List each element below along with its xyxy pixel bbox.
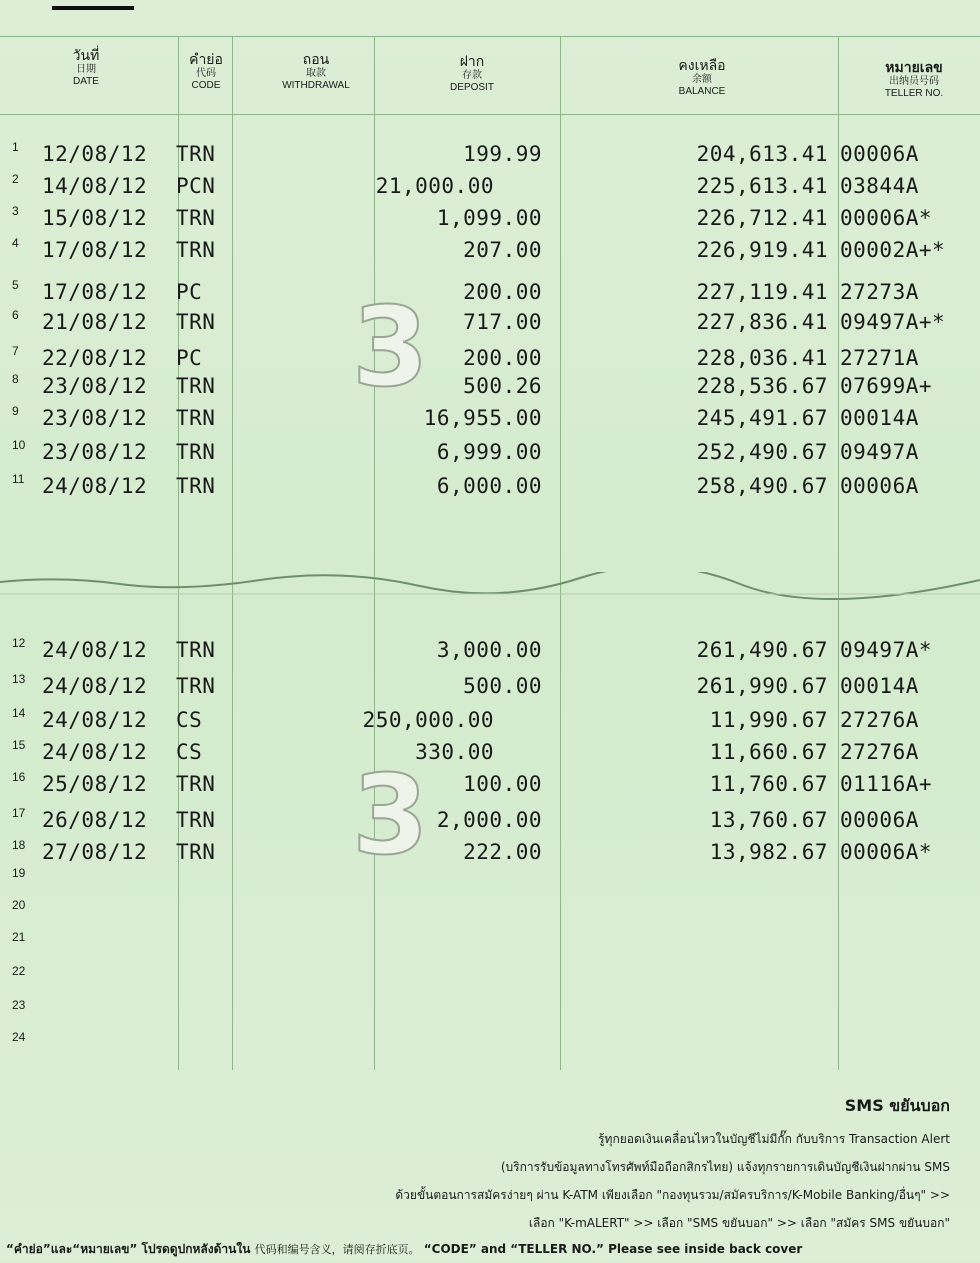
sms-title: SMS ขยันบอก [844, 1096, 950, 1115]
row-date: 27/08/12 [42, 840, 148, 864]
row-balance: 228,036.41 [696, 346, 828, 370]
row-date: 24/08/12 [42, 674, 148, 698]
row-balance: 11,660.67 [709, 740, 828, 764]
row-number: 9 [12, 404, 19, 418]
footer-note [0, 1236, 980, 1262]
row-date: 15/08/12 [42, 206, 148, 230]
row-teller: 00006A [840, 474, 919, 498]
row-date: 17/08/12 [42, 238, 148, 262]
table-row [0, 998, 980, 1030]
row-number: 12 [12, 636, 26, 650]
header-date-english: DATE [73, 75, 99, 87]
header-date-chinese: 日期 [76, 64, 96, 76]
row-code: PC [176, 346, 203, 370]
row-date: 17/08/12 [42, 280, 148, 304]
row-teller: 00006A [840, 808, 919, 832]
row-deposit: 16,955.00 [423, 406, 542, 430]
row-teller: 00006A* [840, 206, 933, 230]
table-row [0, 204, 980, 236]
row-number: 13 [12, 672, 26, 686]
row-code: TRN [176, 310, 216, 334]
table-row [0, 438, 980, 470]
header-bottom-rule [0, 114, 980, 115]
row-number: 23 [12, 998, 26, 1012]
row-number: 14 [12, 706, 26, 720]
table-row [0, 898, 980, 930]
row-withdrawal: 250,000.00 [362, 708, 494, 732]
header-date-thai: วันที่ [72, 48, 100, 64]
table-row [0, 1030, 980, 1062]
header-balance [650, 58, 754, 97]
header-code-thai: คำย่อ [189, 52, 223, 68]
row-number: 3 [12, 204, 19, 218]
row-balance: 261,990.67 [696, 674, 828, 698]
table-row [0, 172, 980, 204]
sms-line-3: ด้วยขั้นตอนการสมัครง่ายๆ ผ่าน K-ATM เพียงเลือก "กองทุนรวม/สมัครบริการ/K-Mobile Banking/อื่นๆ" >> [395, 1188, 950, 1202]
header-deposit-chinese: 存款 [462, 70, 482, 82]
row-code: PC [176, 280, 203, 304]
row-teller: 09497A [840, 440, 919, 464]
row-balance: 227,836.41 [696, 310, 828, 334]
row-date: 23/08/12 [42, 374, 148, 398]
row-code: TRN [176, 840, 216, 864]
row-teller: 27271A [840, 346, 919, 370]
row-date: 23/08/12 [42, 440, 148, 464]
row-number: 24 [12, 1030, 26, 1044]
header-deposit-english: DEPOSIT [450, 81, 494, 93]
row-number: 4 [12, 236, 19, 250]
table-row [0, 404, 980, 436]
row-date: 26/08/12 [42, 808, 148, 832]
row-withdrawal: 330.00 [415, 740, 494, 764]
row-teller: 01116A+ [840, 772, 933, 796]
row-teller: 00014A [840, 406, 919, 430]
row-teller: 00006A [840, 142, 919, 166]
table-row [0, 636, 980, 668]
table-row [0, 866, 980, 898]
table-row [0, 806, 980, 838]
header-withdrawal [264, 52, 368, 91]
tear-line [0, 572, 980, 602]
row-balance: 13,982.67 [709, 840, 828, 864]
row-teller: 00002A+* [840, 238, 946, 262]
header-withdrawal-chinese: 取款 [306, 68, 326, 80]
row-date: 24/08/12 [42, 740, 148, 764]
row-code: TRN [176, 474, 216, 498]
row-balance: 228,536.67 [696, 374, 828, 398]
row-number: 21 [12, 930, 26, 944]
header-withdrawal-english: WITHDRAWAL [282, 79, 350, 91]
row-deposit: 2,000.00 [436, 808, 542, 832]
row-deposit: 500.26 [463, 374, 542, 398]
table-row [0, 930, 980, 962]
row-deposit: 3,000.00 [436, 638, 542, 662]
table-row [0, 706, 980, 738]
header-date [56, 48, 116, 87]
row-deposit: 200.00 [463, 346, 542, 370]
row-number: 6 [12, 308, 19, 322]
row-date: 21/08/12 [42, 310, 148, 334]
row-balance: 227,119.41 [696, 280, 828, 304]
table-row [0, 140, 980, 172]
row-number: 22 [12, 964, 26, 978]
row-balance: 204,613.41 [696, 142, 828, 166]
row-teller: 09497A+* [840, 310, 946, 334]
row-number: 15 [12, 738, 26, 752]
header-teller-thai: หมายเลข [885, 60, 943, 76]
row-code: TRN [176, 674, 216, 698]
top-rule [52, 6, 134, 10]
row-date: 23/08/12 [42, 406, 148, 430]
footer-chinese: 代码和编号含义，请阅存折底页。 [254, 1243, 420, 1256]
header-top-rule [0, 36, 980, 37]
row-date: 24/08/12 [42, 474, 148, 498]
footer-thai: “คำย่อ”และ“หมายเลข” โปรดดูปกหลังด้านใน [6, 1242, 251, 1256]
row-code: TRN [176, 772, 216, 796]
row-number: 10 [12, 438, 26, 452]
footer-english: “CODE” and “TELLER NO.” Please see inside back cover [423, 1242, 803, 1256]
row-balance: 261,490.67 [696, 638, 828, 662]
table-row [0, 964, 980, 996]
table-row [0, 738, 980, 770]
row-number: 1 [12, 140, 19, 154]
row-deposit: 207.00 [463, 238, 542, 262]
header-teller-chinese: 出纳员号码 [889, 76, 939, 88]
sms-line-1: รู้ทุกยอดเงินเคลื่อนไหวในบัญชีไม่มีกั๊ก กับบริการ Transaction Alert [598, 1132, 950, 1146]
row-teller: 07699A+ [840, 374, 933, 398]
row-number: 2 [12, 172, 19, 186]
stamp-number-lower: 3 [352, 751, 429, 879]
row-deposit: 6,000.00 [436, 474, 542, 498]
table-row [0, 372, 980, 404]
row-number: 18 [12, 838, 26, 852]
row-date: 12/08/12 [42, 142, 148, 166]
header-code-english: CODE [191, 79, 221, 91]
row-date: 22/08/12 [42, 346, 148, 370]
row-number: 8 [12, 372, 19, 386]
row-balance: 258,490.67 [696, 474, 828, 498]
row-balance: 13,760.67 [709, 808, 828, 832]
header-deposit [430, 54, 514, 93]
row-teller: 00014A [840, 674, 919, 698]
row-balance: 11,990.67 [709, 708, 828, 732]
row-teller: 27276A [840, 740, 919, 764]
row-code: PCN [176, 174, 216, 198]
row-teller: 27273A [840, 280, 919, 304]
row-deposit: 199.99 [463, 142, 542, 166]
header-withdrawal-thai: ถอน [302, 52, 330, 68]
row-number: 16 [12, 770, 26, 784]
header-teller [864, 60, 964, 99]
header-code-chinese: 代码 [196, 68, 216, 80]
table-row [0, 770, 980, 802]
header-teller-english: TELLER NO. [884, 87, 944, 99]
row-deposit: 222.00 [463, 840, 542, 864]
row-code: TRN [176, 238, 216, 262]
row-code: TRN [176, 374, 216, 398]
row-code: TRN [176, 142, 216, 166]
row-number: 5 [12, 278, 19, 292]
row-balance: 226,919.41 [696, 238, 828, 262]
row-code: TRN [176, 406, 216, 430]
row-teller: 09497A* [840, 638, 933, 662]
row-date: 14/08/12 [42, 174, 148, 198]
row-deposit: 200.00 [463, 280, 542, 304]
table-row [0, 236, 980, 268]
header-deposit-thai: ฝาก [459, 54, 485, 70]
row-teller: 27276A [840, 708, 919, 732]
sms-line-2: (บริการรับข้อมูลทางโทรศัพท์มือถือกสิกรไทย) แจ้งทุกรายการเดินบัญชีเงินฝากผ่าน SMS [500, 1160, 950, 1174]
row-balance: 11,760.67 [709, 772, 828, 796]
header-balance-chinese: 余额 [692, 74, 712, 86]
sms-line-4: เลือก "K-mALERT" >> เลือก "SMS ขยันบอก" >> เลือก "สมัคร SMS ขยันบอก" [528, 1216, 950, 1230]
row-number: 11 [12, 472, 25, 486]
row-code: CS [176, 708, 203, 732]
row-balance: 225,613.41 [696, 174, 828, 198]
row-date: 25/08/12 [42, 772, 148, 796]
row-deposit: 100.00 [463, 772, 542, 796]
row-deposit: 6,999.00 [436, 440, 542, 464]
row-withdrawal: 21,000.00 [375, 174, 494, 198]
row-teller: 00006A* [840, 840, 933, 864]
header-code [180, 52, 232, 91]
row-code: TRN [176, 206, 216, 230]
row-balance: 226,712.41 [696, 206, 828, 230]
row-deposit: 500.00 [463, 674, 542, 698]
row-balance: 245,491.67 [696, 406, 828, 430]
row-teller: 03844A [840, 174, 919, 198]
table-row [0, 472, 980, 504]
row-deposit: 1,099.00 [436, 206, 542, 230]
row-code: TRN [176, 638, 216, 662]
row-code: TRN [176, 440, 216, 464]
table-row [0, 672, 980, 704]
row-code: CS [176, 740, 203, 764]
row-number: 20 [12, 898, 26, 912]
row-deposit: 717.00 [463, 310, 542, 334]
header-balance-english: BALANCE [678, 85, 726, 97]
row-date: 24/08/12 [42, 638, 148, 662]
row-balance: 252,490.67 [696, 440, 828, 464]
row-number: 7 [12, 344, 19, 358]
row-code: TRN [176, 808, 216, 832]
table-row [0, 308, 980, 340]
table-row [0, 278, 980, 310]
stamp-number-upper: 3 [352, 283, 429, 411]
row-number: 17 [12, 806, 26, 820]
row-date: 24/08/12 [42, 708, 148, 732]
row-number: 19 [12, 866, 26, 880]
header-balance-thai: คงเหลือ [678, 58, 726, 74]
